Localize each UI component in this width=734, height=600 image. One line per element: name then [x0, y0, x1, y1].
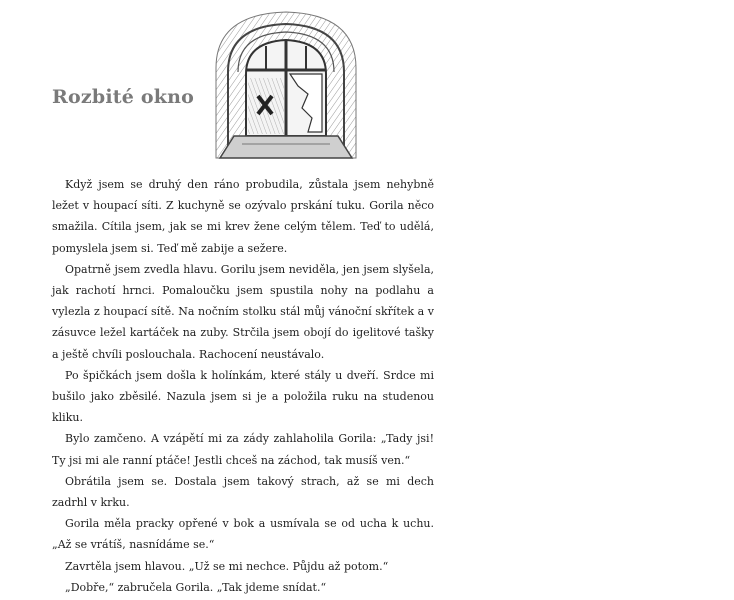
- broken-window-icon: [212, 8, 360, 168]
- paragraph: Bylo zamčeno. A vzápětí mi za zády zahlaholila Gorila: „Tady jsi! Ty jsi mi ale ranní ptáče! Jestli chceš na záchod, tak musíš ven.“: [52, 432, 434, 467]
- paragraph: Gorila měla pracky opřené v bok a usmívala se od ucha k uchu. „Až se vrátíš, nasnídáme se.“: [52, 517, 434, 552]
- paragraph: Po špičkách jsem došla k holínkám, které stály u dveří. Srdce mi bušilo jako zběsilé. Nazula jsem si je a položila ruku na studenou kliku.: [52, 368, 434, 425]
- paragraph: „Dobře,“ zabručela Gorila. „Tak jdeme snídat.“: [65, 580, 327, 594]
- paragraph: Obrátila jsem se. Dostala jsem takový strach, až se mi dech zadrhl v krku.: [52, 474, 434, 510]
- paragraph: Opatrně jsem zvedla hlavu. Gorilu jsem neviděla, jen jsem slyšela, jak rachotí hrnci. Pomaloučku jsem spustila nohy na podlahu a vylezla z houpací sítě. Na nočním stolku stál můj vánoční skřítek a v zásuvce ležel kartáček na zuby. Strčila jsem obojí do igelitové tašky a ještě chvíli poslouchala. Rachocení neustávalo.: [52, 262, 434, 361]
- story-text: [52, 174, 434, 598]
- paragraph: Zavrtěla jsem hlavou. „Už se mi nechce. Půjdu až potom.“: [65, 559, 389, 573]
- chapter-title: Rozbité okno: [52, 86, 194, 108]
- paragraph: Když jsem se druhý den ráno probudila, zůstala jsem nehybně ležet v houpací síti. Z kuchyně se ozývalo prskání tuku. Gorila něco smažila. Cítila jsem, jak se mi krev žene celým tělem. Teď to udělá, pomyslela jsem si. Teď mě zabije a sežere.: [52, 178, 434, 255]
